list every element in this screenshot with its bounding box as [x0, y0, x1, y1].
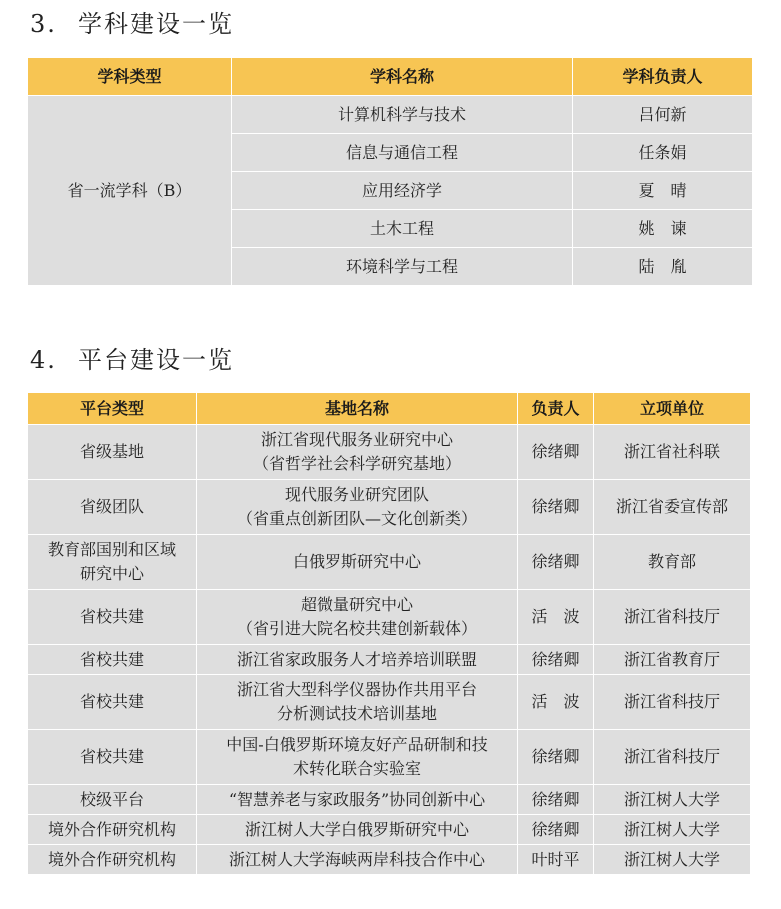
- section-4-number: 4.: [30, 346, 57, 374]
- section-3-heading: [30, 4, 234, 39]
- table-row: [28, 535, 751, 590]
- unit-cell: 教育部: [594, 535, 751, 590]
- leader-cell: 徐绪卿: [518, 645, 594, 675]
- base-name-line: 浙江省现代服务业研究中心: [260, 430, 453, 449]
- discipline-name-cell: 计算机科学与技术: [232, 96, 573, 134]
- table-row: [28, 96, 753, 134]
- section-4-heading: [30, 340, 234, 375]
- table-row: [28, 730, 751, 785]
- base-name-line: 浙江省大型科学仪器协作共用平台: [236, 680, 477, 699]
- base-name-cell: [197, 730, 518, 785]
- section-4-title: 平台建设一览: [78, 346, 234, 374]
- table-row: [28, 480, 751, 535]
- table-row: [28, 425, 751, 480]
- discipline-type-cell: 省一流学科（B）: [28, 96, 232, 286]
- discipline-name-cell: 应用经济学: [232, 172, 573, 210]
- base-name-cell: [197, 425, 518, 480]
- discipline-table-header-row: [28, 58, 753, 96]
- platform-type-cell: [28, 535, 197, 590]
- header-leader: 负责人: [518, 393, 594, 425]
- section-3-number: 3.: [30, 10, 57, 38]
- leader-cell: 活 波: [518, 675, 594, 730]
- discipline-leader-cell: 夏 晴: [573, 172, 753, 210]
- base-name-line: 现代服务业研究团队: [284, 485, 429, 504]
- base-name-cell: 浙江树人大学白俄罗斯研究中心: [197, 815, 518, 845]
- discipline-leader-cell: 姚 谏: [573, 210, 753, 248]
- leader-cell: 叶时平: [518, 845, 594, 875]
- discipline-leader-cell: 陆 胤: [573, 248, 753, 286]
- unit-cell: 浙江省科技厅: [594, 675, 751, 730]
- discipline-name-cell: 信息与通信工程: [232, 134, 573, 172]
- platform-type-line: 研究中心: [79, 564, 144, 583]
- base-name-cell: [197, 590, 518, 645]
- discipline-name-cell: 环境科学与工程: [232, 248, 573, 286]
- unit-cell: 浙江省委宣传部: [594, 480, 751, 535]
- discipline-name-cell: 土木工程: [232, 210, 573, 248]
- unit-cell: 浙江树人大学: [594, 845, 751, 875]
- base-name-line: 超微量研究中心: [300, 595, 413, 614]
- platform-type-cell: 校级平台: [28, 785, 197, 815]
- base-name-line: 术转化联合实验室: [292, 759, 421, 778]
- unit-cell: 浙江省教育厅: [594, 645, 751, 675]
- header-base-name: 基地名称: [197, 393, 518, 425]
- leader-cell: 徐绪卿: [518, 480, 594, 535]
- table-row: [28, 785, 751, 815]
- discipline-table: [27, 57, 753, 286]
- base-name-line: 分析测试技术培训基地: [276, 704, 437, 723]
- table-row: [28, 675, 751, 730]
- platform-type-cell: 省校共建: [28, 675, 197, 730]
- header-discipline-leader: 学科负责人: [573, 58, 753, 96]
- table-row: [28, 845, 751, 875]
- unit-cell: 浙江省社科联: [594, 425, 751, 480]
- platform-type-cell: 境外合作研究机构: [28, 845, 197, 875]
- leader-cell: 徐绪卿: [518, 815, 594, 845]
- discipline-leader-cell: 吕何新: [573, 96, 753, 134]
- platform-table-header-row: [28, 393, 751, 425]
- platform-type-line: 教育部国别和区域: [47, 540, 176, 559]
- leader-cell: 徐绪卿: [518, 785, 594, 815]
- discipline-leader-cell: 任条娟: [573, 134, 753, 172]
- base-name-cell: [197, 675, 518, 730]
- base-name-line: （省引进大院名校共建创新载体）: [236, 619, 477, 638]
- unit-cell: 浙江树人大学: [594, 815, 751, 845]
- base-name-line: 中国-白俄罗斯环境友好产品研制和技: [226, 735, 488, 754]
- header-platform-type: 平台类型: [28, 393, 197, 425]
- base-name-line: （省重点创新团队—文化创新类）: [236, 509, 477, 528]
- platform-type-cell: 省级团队: [28, 480, 197, 535]
- unit-cell: 浙江树人大学: [594, 785, 751, 815]
- unit-cell: 浙江省科技厅: [594, 730, 751, 785]
- base-name-cell: “智慧养老与家政服务”协同创新中心: [197, 785, 518, 815]
- leader-cell: 徐绪卿: [518, 730, 594, 785]
- base-name-cell: [197, 480, 518, 535]
- leader-cell: 徐绪卿: [518, 425, 594, 480]
- platform-table: [27, 392, 751, 875]
- base-name-cell: 浙江省家政服务人才培养培训联盟: [197, 645, 518, 675]
- leader-cell: 徐绪卿: [518, 535, 594, 590]
- base-name-line: （省哲学社会科学研究基地）: [252, 454, 461, 473]
- platform-type-cell: 境外合作研究机构: [28, 815, 197, 845]
- platform-type-cell: 省校共建: [28, 645, 197, 675]
- table-row: [28, 645, 751, 675]
- header-discipline-name: 学科名称: [232, 58, 573, 96]
- platform-type-cell: 省校共建: [28, 590, 197, 645]
- section-3-title: 学科建设一览: [78, 10, 234, 38]
- header-discipline-type: 学科类型: [28, 58, 232, 96]
- platform-type-cell: 省级基地: [28, 425, 197, 480]
- base-name-cell: 白俄罗斯研究中心: [197, 535, 518, 590]
- table-row: [28, 590, 751, 645]
- leader-cell: 活 波: [518, 590, 594, 645]
- platform-type-cell: 省校共建: [28, 730, 197, 785]
- header-approving-unit: 立项单位: [594, 393, 751, 425]
- table-row: [28, 815, 751, 845]
- base-name-cell: 浙江树人大学海峡两岸科技合作中心: [197, 845, 518, 875]
- unit-cell: 浙江省科技厅: [594, 590, 751, 645]
